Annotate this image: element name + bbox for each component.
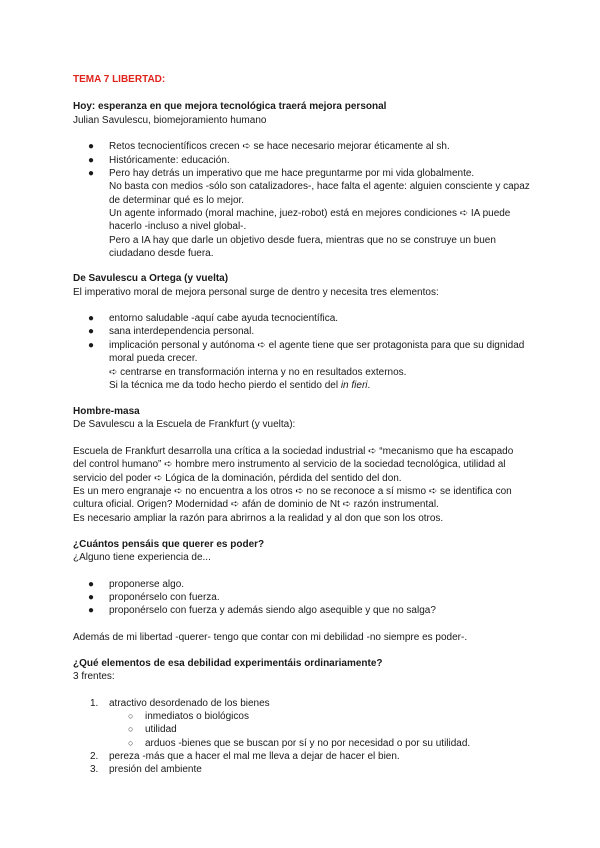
list-number: 3. [90,764,99,775]
paragraph-line: Además de mi libertad -querer- tengo que contar con mi debilidad -no siempre es poder-. [73,632,468,643]
section-heading-ortega: De Savulescu a Ortega (y vuelta) [73,273,229,284]
bullet-icon: ● [88,155,95,166]
in-fieri-suffix: . [367,380,371,391]
bullet-text-continued: Pero a IA hay que darle un objetivo desde fuera, mientras que no se construye un buen [109,235,496,246]
bullet-text: Pero hay detrás un imperativo que me hace preguntarme por mi vida globalmente. [109,168,475,179]
document-title: TEMA 7 LIBERTAD: [73,74,166,85]
bullet-text-continued: No basta con medios -sólo son catalizadores-, hace falta el agente: alguien consciente y capaz [109,181,530,192]
author-line: Julian Savulescu, biomejoramiento humano [73,115,267,126]
bullet-icon: ● [88,326,95,337]
section-heading-debilidad: ¿Qué elementos de esa debilidad experimentáis ordinariamente? [73,658,383,669]
bullet-icon: ● [88,340,95,351]
sub-list-item: arduos -bienes que se buscan por sí y no por necesidad o por su utilidad. [145,738,471,749]
bullet-text-continued: Un agente informado (moral machine, juez-robot) está en mejores condiciones ➪ IA puede [109,208,511,219]
list-item: presión del ambiente [109,764,202,775]
section-heading-hoy: Hoy: esperanza en que mejora tecnológica traerá mejora personal [73,101,387,112]
paragraph-line: cultura oficial. Origen? Modernidad ➪ afán de dominio de Nt ➪ razón instrumental. [73,499,439,510]
bullet-text: proponérselo con fuerza. [109,592,220,603]
sub-list-item: inmediatos o biológicos [145,711,249,722]
section-heading-hombre-masa: Hombre-masa [73,406,140,417]
bullet-text-continued: de determinar qué es lo mejor. [109,195,245,206]
bullet-icon: ● [88,605,95,616]
paragraph-line: Es necesario ampliar la razón para abrirnos a la realidad y al don que son los otros. [73,513,444,524]
bullet-text-continued: ciudadano desde fuera. [109,248,214,259]
bullet-icon: ● [88,592,95,603]
list-item: pereza -más que a hacer el mal me lleva a dejar de hacer el bien. [109,751,400,762]
sub-bullet-icon: ○ [128,724,134,734]
bullet-icon: ● [88,141,95,152]
paragraph-line: del control humano” ➪ hombre mero instrumento al servicio de la sociedad tecnológica, utilidad al [73,459,506,470]
bullet-icon: ● [88,579,95,590]
bullet-text: Retos tecnocientíficos crecen ➪ se hace necesario mejorar éticamente al sh. [109,141,450,152]
bullet-text: implicación personal y autónoma ➪ el agente tiene que ser protagonista para que su dignidad [109,340,525,351]
section-intro: De Savulescu a la Escuela de Frankfurt (y vuelta): [73,419,296,430]
bullet-text-continued: ➪ centrarse en transformación interna y no en resultados externos. [109,367,407,378]
list-number: 2. [90,751,99,762]
bullet-text-continued: moral pueda crecer. [109,353,198,364]
bullet-text: sana interdependencia personal. [109,326,255,337]
bullet-text-continued: hacerlo -incluso a nivel global-. [109,221,247,232]
paragraph-line: Escuela de Frankfurt desarrolla una crítica a la sociedad industrial ➪ “mecanismo que ha escapado [73,446,514,457]
bullet-icon: ● [88,313,95,324]
list-item: atractivo desordenado de los bienes [109,698,270,709]
bullet-text: proponerse algo. [109,579,185,590]
paragraph-line: servicio del poder ➪ Lógica de la dominación, pérdida del sentido del don. [73,473,402,484]
list-number: 1. [90,698,99,709]
in-fieri-prefix: Si la técnica me da todo hecho pierdo el sentido del [109,380,341,391]
bullet-text: proponérselo con fuerza y además siendo algo asequible y que no salga? [109,605,436,616]
in-fieri-italic: in fieri [340,380,368,391]
bullet-text: entorno saludable -aquí cabe ayuda tecnocientífica. [109,313,339,324]
section-heading-querer-poder: ¿Cuántos pensáis que querer es poder? [73,539,265,550]
sub-bullet-icon: ○ [128,738,134,748]
section-intro: ¿Alguno tiene experiencia de... [73,552,211,563]
paragraph-line: Es un mero engranaje ➪ no encuentra a los otros ➪ no se reconoce a sí mismo ➪ se identifica con [73,486,512,497]
section-intro: El imperativo moral de mejora personal surge de dentro y necesita tres elementos: [73,287,439,298]
bullet-text-continued [109,379,370,392]
bullet-text: Históricamente: educación. [109,155,230,166]
bullet-icon: ● [88,168,95,179]
sub-bullet-icon: ○ [128,711,134,721]
sub-list-item: utilidad [145,724,177,735]
section-intro: 3 frentes: [73,671,115,682]
